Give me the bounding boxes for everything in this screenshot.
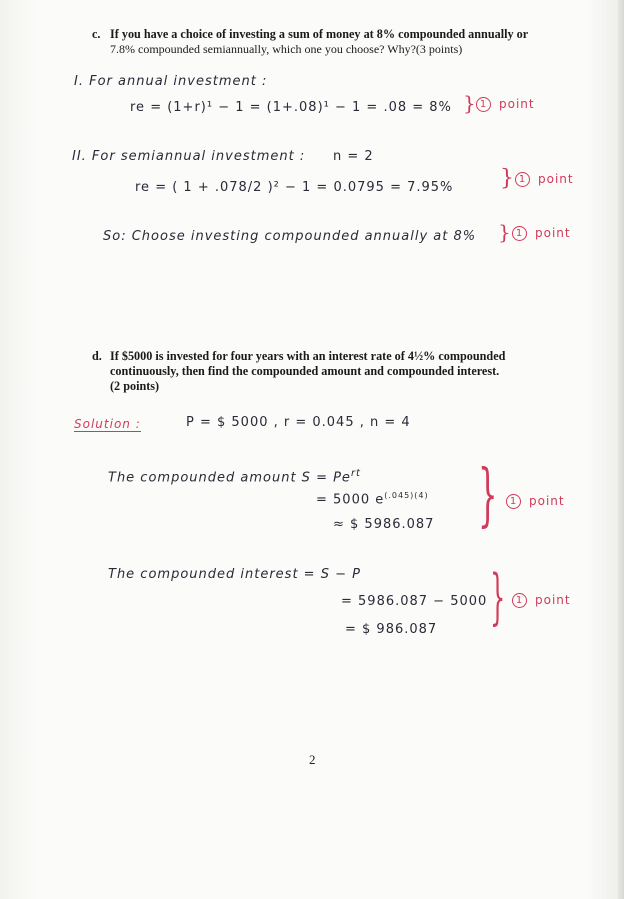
part2-formula: re = ( 1 + .078/2 )² − 1 = 0.0795 = 7.95% bbox=[135, 180, 454, 195]
amount-step1-exponent: (.045)(4) bbox=[384, 491, 429, 500]
interest-points: 1 point bbox=[512, 593, 571, 608]
part2-heading: II. For semiannual investment : bbox=[72, 149, 306, 164]
amount-points: 1 point bbox=[506, 494, 565, 509]
amount-brace: } bbox=[478, 456, 498, 535]
conclusion-points: 1 point bbox=[512, 226, 571, 241]
question-d-label: d. bbox=[92, 349, 102, 363]
interest-label: The compounded interest = S − P bbox=[108, 567, 361, 582]
solution-label: Solution : bbox=[74, 417, 141, 431]
part1-brace: } bbox=[463, 91, 476, 115]
conclusion: So: Choose investing compounded annually at 8% bbox=[103, 229, 477, 244]
question-c-label: c. bbox=[92, 27, 101, 41]
question-c bbox=[92, 27, 572, 57]
part2-n: n = 2 bbox=[333, 149, 374, 164]
conclusion-brace: } bbox=[498, 220, 511, 244]
question-d bbox=[92, 349, 572, 394]
amount-exponent: rt bbox=[350, 468, 361, 479]
amount-step1: = 5000 $e^{(.045)(4)}$ bbox=[316, 491, 429, 508]
amount-label: The compounded amount $S = Pe^{rt}$ bbox=[108, 468, 361, 486]
part1-points: 1 point bbox=[476, 97, 535, 112]
interest-brace: } bbox=[490, 562, 506, 632]
part2-brace: } bbox=[500, 166, 514, 191]
part1-points-circle: 1 bbox=[476, 97, 491, 112]
interest-step1: = 5986.087 − 5000 bbox=[341, 594, 488, 609]
interest-points-circle: 1 bbox=[512, 593, 527, 608]
part1-heading: I. For annual investment : bbox=[74, 74, 268, 89]
part2-points-circle: 1 bbox=[515, 172, 530, 187]
part1-formula: re = (1+r)¹ − 1 = (1+.08)¹ − 1 = .08 = 8% bbox=[130, 100, 452, 115]
part2-points: 1 point bbox=[515, 172, 574, 187]
question-d-line1: If $5000 is invested for four years with an interest rate of 4½% compounded bbox=[110, 349, 506, 363]
question-c-line1: If you have a choice of investing a sum of money at 8% compounded annually or bbox=[110, 27, 529, 41]
amount-result: ≈ $ 5986.087 bbox=[333, 517, 435, 532]
page-edge-shadow bbox=[618, 0, 624, 899]
givens: P = $ 5000 , r = 0.045 , n = 4 bbox=[186, 415, 411, 430]
question-d-line3: (2 points) bbox=[110, 379, 160, 393]
amount-points-circle: 1 bbox=[506, 494, 521, 509]
page-number: 2 bbox=[309, 752, 316, 767]
interest-result: = $ 986.087 bbox=[345, 622, 438, 637]
conclusion-points-circle: 1 bbox=[512, 226, 527, 241]
question-c-line2: 7.8% compounded semiannually, which one you choose? Why?(3 points) bbox=[110, 42, 463, 56]
question-d-line2: continuously, then find the compounded amount and compounded interest. bbox=[110, 364, 500, 378]
